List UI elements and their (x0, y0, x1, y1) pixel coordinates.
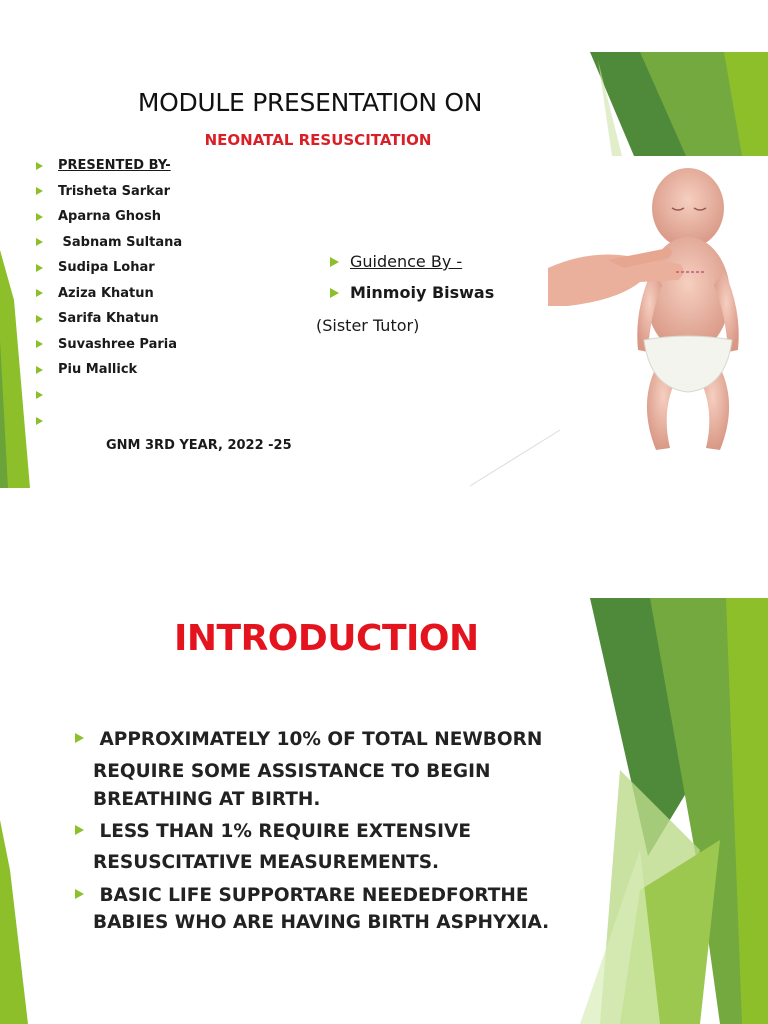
guide-name: Minmoiy Biswas (350, 283, 495, 302)
guidance-label-row (330, 246, 494, 277)
bullet-arrow-icon (75, 733, 84, 743)
page-subtitle: NEONATAL RESUSCITATION (204, 131, 432, 149)
course-year: GNM 3RD YEAR, 2022 -25 (106, 438, 292, 453)
bullet-arrow-icon (36, 213, 43, 221)
list-item (75, 880, 575, 938)
presenter-name: Aziza Khatun (58, 285, 154, 301)
list-item (36, 306, 182, 332)
list-item (36, 383, 182, 409)
bullet-text-line1: BASIC LIFE SUPPORTARE NEEDEDFORTHE (93, 885, 529, 906)
bullet-arrow-icon (330, 257, 339, 267)
list-item (36, 230, 182, 256)
guide-name-row (330, 277, 494, 308)
bullet-text-line2: REQUIRE SOME ASSISTANCE TO BEGIN BREATHING AT BIRTH. (93, 761, 491, 810)
guidance-block (316, 246, 495, 342)
bullet-text-line1: APPROXIMATELY 10% OF TOTAL NEWBORN (93, 729, 543, 750)
bullet-arrow-icon (36, 417, 43, 425)
presenter-name: Sudipa Lohar (58, 260, 155, 276)
presenter-name: Sabnam Sultana (58, 234, 183, 250)
bullet-arrow-icon (36, 289, 43, 297)
bullet-text-line2: BABIES WHO ARE HAVING BIRTH ASPHYXIA. (93, 912, 550, 933)
bullet-arrow-icon (36, 264, 43, 272)
presenter-name: Piu Mallick (58, 362, 138, 378)
presented-by-label: PRESENTED BY- (58, 158, 171, 174)
bullet-arrow-icon (75, 889, 84, 899)
baby-chest-compression-illustration (548, 160, 758, 470)
list-item (36, 179, 182, 205)
list-item (36, 281, 182, 307)
presenter-name: Suvashree Paria (58, 336, 178, 352)
list-item-presented-by (36, 153, 182, 179)
bullet-arrow-icon (36, 162, 43, 170)
slide-title (0, 0, 768, 488)
bullet-arrow-icon (36, 340, 43, 348)
guide-role: (Sister Tutor) (316, 315, 420, 335)
bullet-arrow-icon (36, 315, 43, 323)
bullet-arrow-icon (36, 366, 43, 374)
bullet-text-line1: LESS THAN 1% REQUIRE EXTENSIVE (93, 821, 471, 842)
list-item (36, 357, 182, 383)
list-item (36, 408, 182, 434)
guidance-label: Guidence By - (350, 252, 463, 271)
list-item (75, 816, 575, 878)
presenter-name: Aparna Ghosh (58, 209, 161, 225)
bullet-text-line2: RESUSCITATIVE MEASUREMENTS. (93, 852, 440, 873)
presenter-name: Trisheta Sarkar (58, 183, 171, 199)
presenter-name: Sarifa Khatun (58, 311, 159, 327)
slide-introduction (0, 590, 768, 1024)
list-item (36, 332, 182, 358)
list-item (36, 255, 182, 281)
bullet-arrow-icon (36, 238, 43, 246)
page-title: MODULE PRESENTATION ON (137, 88, 483, 117)
list-item (36, 204, 182, 230)
page-title: INTRODUCTION (174, 618, 479, 659)
intro-bullet-list (75, 724, 575, 940)
list-item (75, 724, 575, 814)
bullet-arrow-icon (330, 288, 339, 298)
bullet-arrow-icon (36, 391, 43, 399)
presenter-list (36, 153, 182, 434)
bullet-arrow-icon (75, 825, 84, 835)
bullet-arrow-icon (36, 187, 43, 195)
